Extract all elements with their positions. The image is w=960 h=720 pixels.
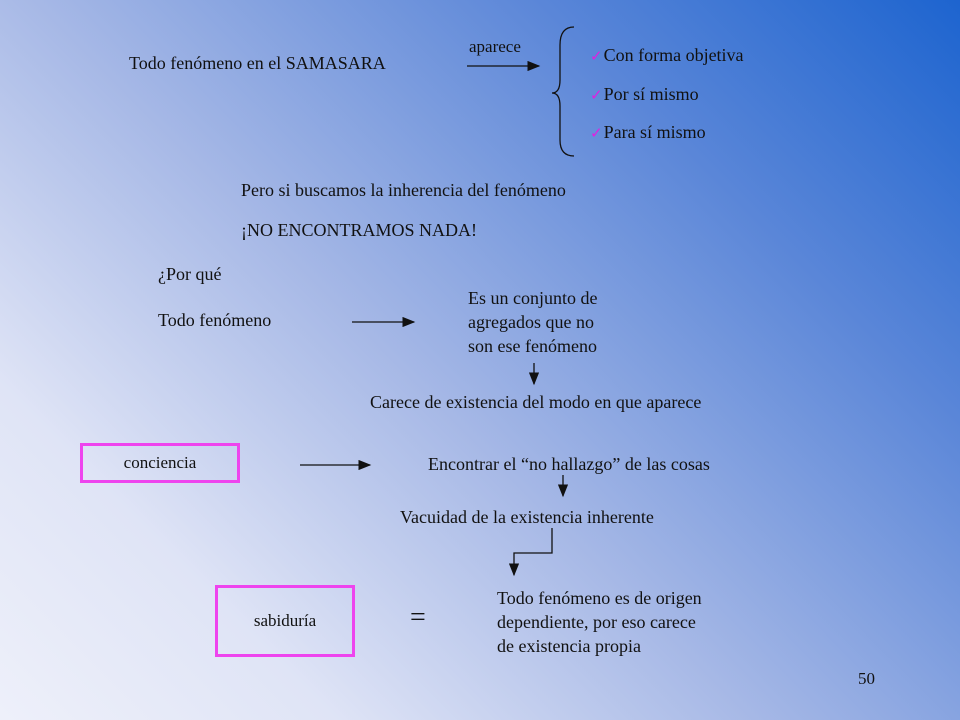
check-icon: ✓	[590, 126, 603, 142]
bullet-label: Con forma objetiva	[603, 45, 744, 65]
bullet-label: Para sí mismo	[603, 122, 706, 142]
conciencia-label: conciencia	[123, 453, 197, 472]
conciencia-box	[80, 443, 240, 483]
aparece-label: aparece	[469, 37, 521, 56]
check-icon: ✓	[590, 88, 603, 104]
todo-fenomeno-text: Todo fenómeno	[158, 310, 272, 330]
aggregates-line: agregados que no	[468, 312, 594, 332]
check-icon: ✓	[590, 49, 603, 65]
aggregates-line: son ese fenómeno	[468, 336, 597, 356]
bullet-objective	[590, 42, 744, 70]
dependent-origin-text	[497, 586, 702, 658]
why-question: ¿Por qué	[158, 264, 222, 284]
bullet-for-itself	[590, 119, 706, 147]
bullet-label: Por sí mismo	[603, 84, 699, 104]
aggregates-text	[468, 286, 597, 358]
left-brace	[552, 27, 574, 156]
dependent-origin-line: dependiente, por eso carece	[497, 612, 696, 632]
sabiduria-box	[215, 585, 355, 657]
vacuidad-text: Vacuidad de la existencia inherente	[400, 507, 654, 527]
dependent-origin-line: Todo fenómeno es de origen	[497, 588, 702, 608]
search-line: Pero si buscamos la inherencia del fenómeno	[241, 180, 566, 200]
page-number: 50	[858, 669, 875, 688]
equals-sign: =	[410, 602, 426, 633]
dependent-origin-line: de existencia propia	[497, 636, 641, 656]
nothing-found-line: ¡NO ENCONTRAMOS NADA!	[241, 220, 477, 240]
no-hallazgo-text: Encontrar el “no hallazgo” de las cosas	[428, 454, 710, 474]
sabiduria-label: sabiduría	[253, 611, 317, 630]
arrow-elbow	[514, 528, 552, 575]
bullet-by-itself	[590, 81, 699, 109]
samsara-text: Todo fenómeno en el SAMASARA	[129, 53, 386, 73]
carece-text: Carece de existencia del modo en que aparece	[370, 392, 702, 412]
aggregates-line: Es un conjunto de	[468, 288, 598, 308]
